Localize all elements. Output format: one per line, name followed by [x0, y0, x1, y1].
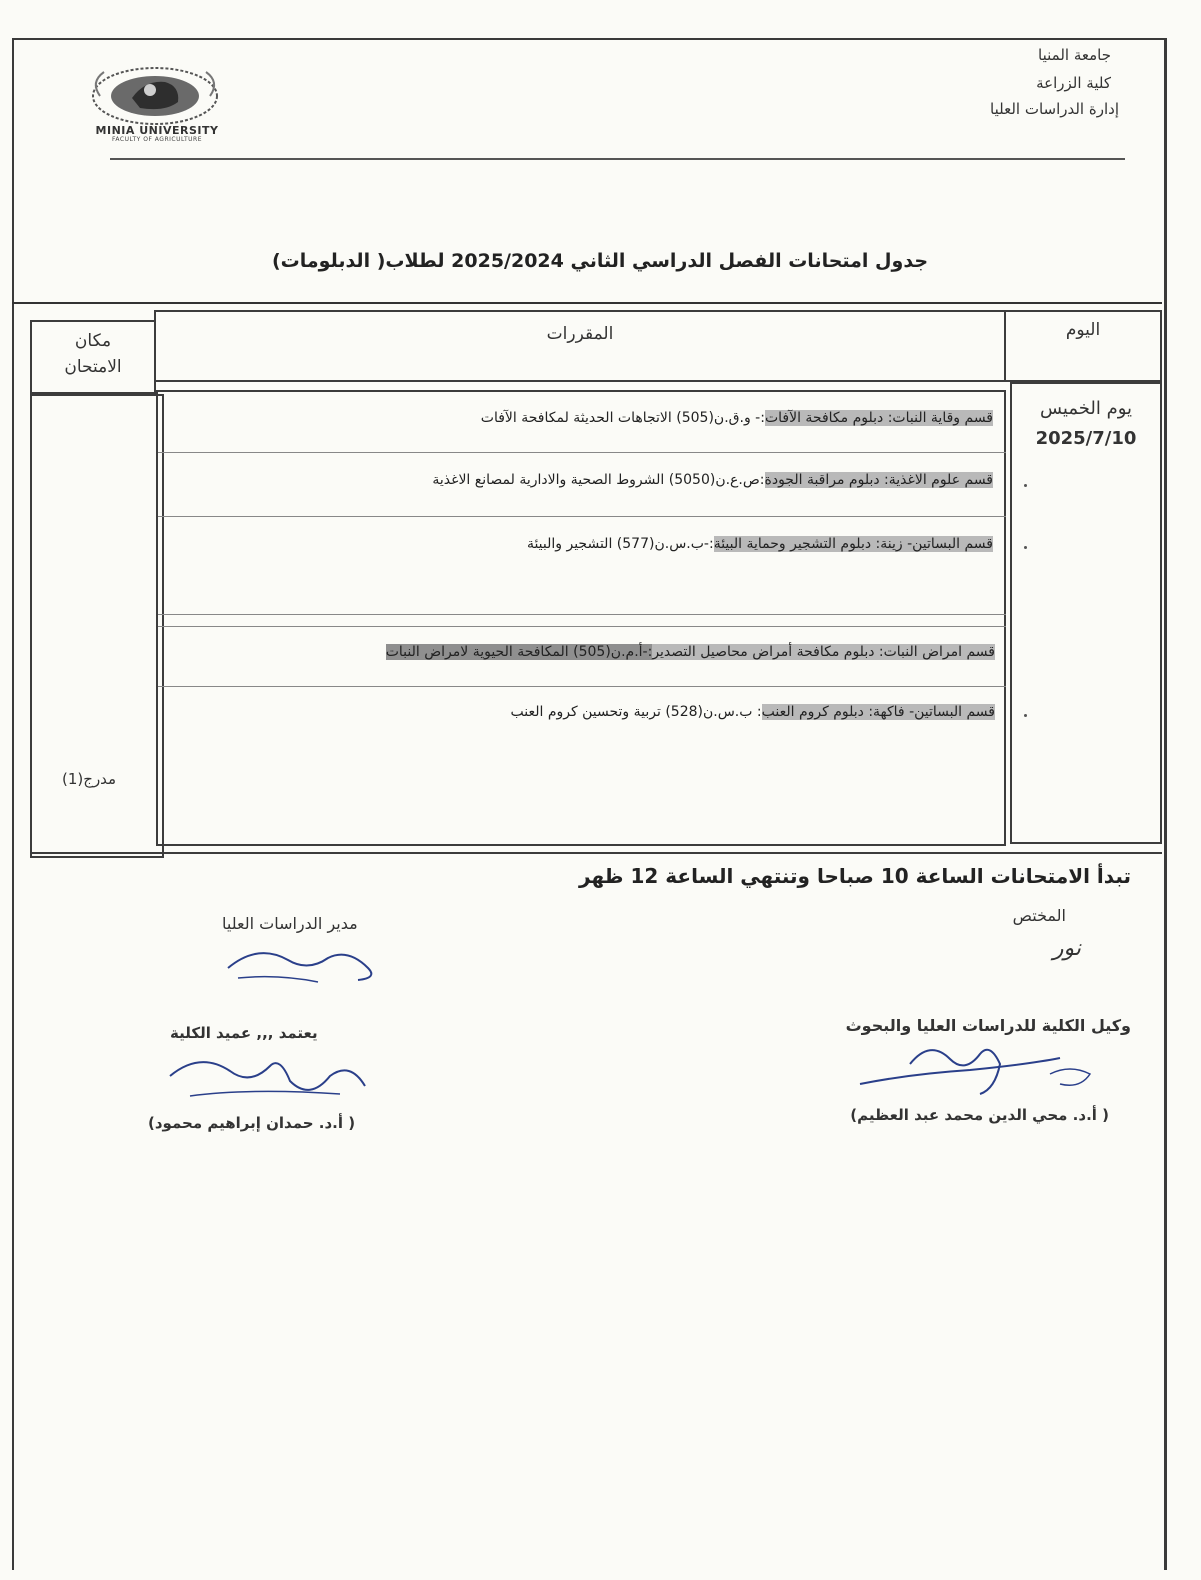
bullet [1024, 714, 1027, 717]
logo-text-en: MINIA UNIVERSITY [95, 124, 219, 137]
header-day-cell [1004, 310, 1162, 382]
row-separator [158, 516, 1006, 517]
header-courses-cell [154, 310, 1006, 382]
exam-day-name: يوم الخميس [1039, 398, 1133, 419]
vice-dean-name: ( أ.د. محي الدين محمد عبد العظيم) [850, 1106, 1109, 1124]
header-place-cell [30, 320, 156, 394]
grad-manager-signature [218, 938, 388, 988]
row-dept: قسم وقاية النبات: دبلوم مكافحة الآفات [764, 410, 993, 426]
university-name: جامعة المنيا [1038, 46, 1111, 64]
grad-manager-label: مدير الدراسات العليا [222, 914, 358, 933]
row-separator [158, 686, 1006, 687]
bullet [1024, 484, 1027, 487]
header-place-line2: الامتحان [64, 357, 122, 377]
table-top-rule [12, 302, 1162, 304]
exam-time-note: تبدأ الامتحانات الساعة 10 صباحا وتنتهي الساعة 12 ظهر [579, 864, 1131, 888]
row-separator [158, 614, 1006, 615]
header-day: اليوم [1065, 320, 1101, 340]
row-course: :- و.ق.ن(505) الاتجاهات الحديثة لمكافحة الآفات [480, 410, 765, 426]
dean-name: ( أ.د. حمدان إبراهيم محمود) [148, 1114, 356, 1132]
table-row [511, 704, 996, 720]
header-divider [110, 158, 1125, 160]
row-separator [158, 452, 1006, 453]
row-dept: قسم البساتين- زينة: دبلوم التشجير وحماية البيئة [713, 536, 993, 552]
table-row [527, 536, 993, 552]
dean-label: يعتمد ,,, عميد الكلية [170, 1024, 318, 1042]
table-row [386, 644, 995, 660]
bullet [1024, 546, 1027, 549]
table-bottom-rule [30, 852, 1162, 854]
row-course: : ب.س.ن(528) تربية وتحسين كروم العنب [510, 704, 762, 720]
exam-place: مدرج(1) [62, 770, 117, 788]
row-dept: قسم البساتين- فاكهة: دبلوم كروم العنب [761, 704, 995, 720]
dean-signature [160, 1046, 380, 1116]
row-course: :ص.ع.ن(5050) الشروط الصحية والادارية لمصانع الاغذية [432, 472, 765, 488]
table-row [481, 410, 993, 426]
row-course: :-أ.م.ن(505) المكافحة الحيوية لامراض النبات [385, 644, 653, 660]
header-courses: المقررات [546, 324, 614, 344]
department-name: إدارة الدراسات العليا [990, 100, 1119, 118]
row-dept: قسم علوم الاغذية: دبلوم مراقبة الجودة [764, 472, 993, 488]
row-dept: قسم امراض النبات: دبلوم مكافحة أمراض محاصيل التصدير [652, 644, 995, 660]
specialist-label: المختص [1012, 906, 1066, 925]
row-course: :-ب.س.ن(577) التشجير والبيئة [526, 536, 714, 552]
page-title: جدول امتحانات الفصل الدراسي الثاني 2025/2024 لطلاب( الدبلومات) [271, 250, 929, 272]
table-row [432, 472, 993, 488]
specialist-signature: نور [1052, 936, 1081, 961]
header-place-line1: مكان [74, 331, 112, 351]
exam-day [1012, 394, 1160, 454]
exam-date: 2025/7/10 [1035, 428, 1137, 449]
vice-dean-label: وكيل الكلية للدراسات العليا والبحوث [845, 1016, 1131, 1035]
vice-dean-signature [850, 1034, 1110, 1104]
courses-cell [156, 390, 1006, 846]
faculty-name: كلية الزراعة [1036, 74, 1111, 92]
place-cell [30, 394, 164, 858]
logo-subtext-en: FACULTY OF AGRICULTURE [111, 136, 203, 143]
row-separator [158, 626, 1006, 627]
header-place [32, 328, 154, 380]
